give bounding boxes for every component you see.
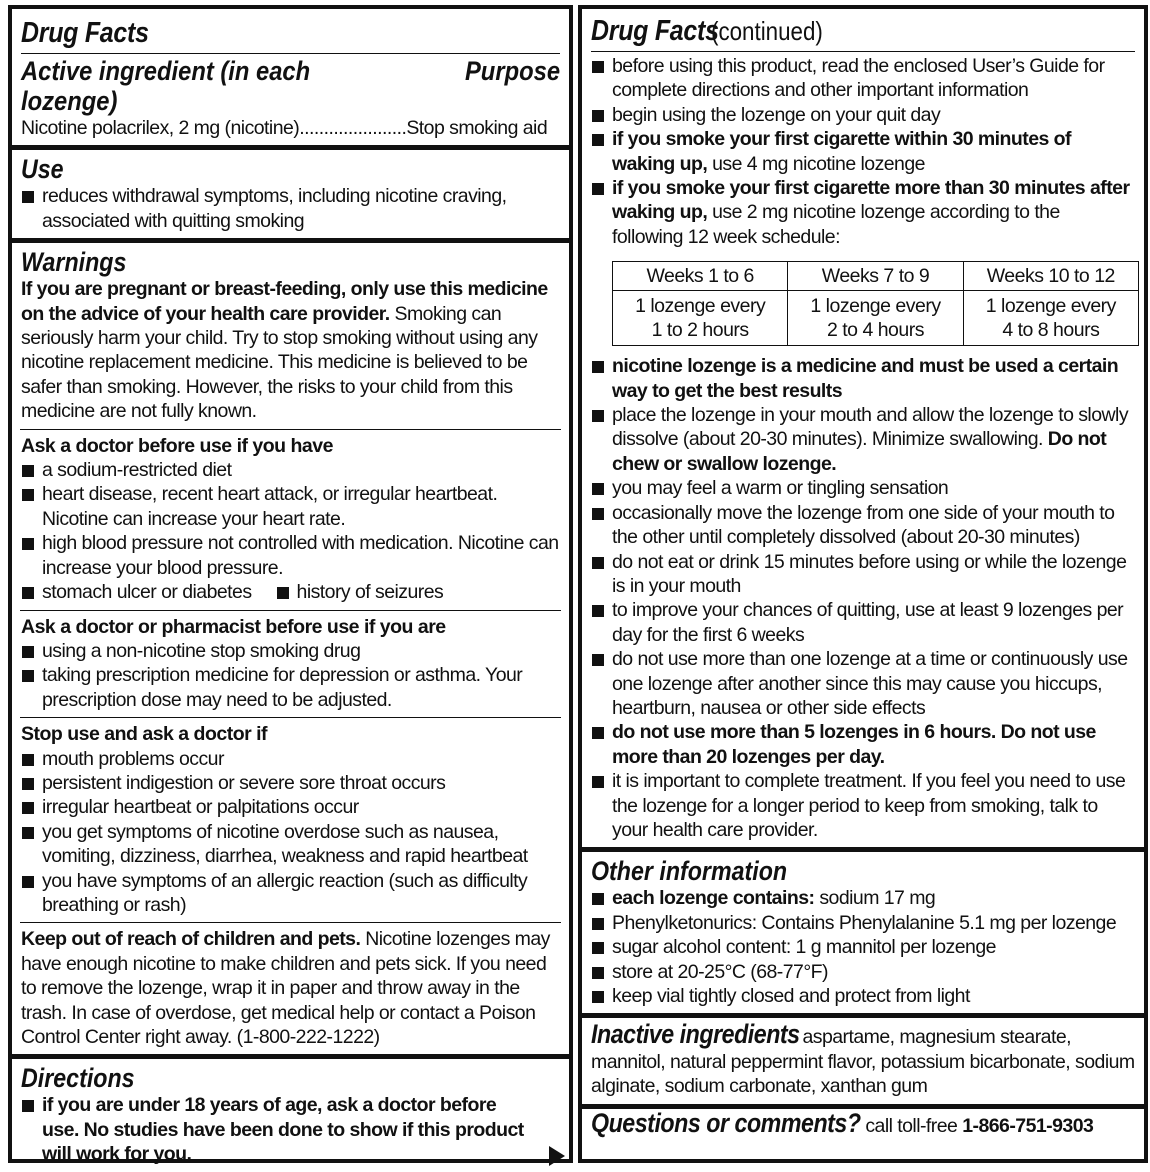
questions-heading: Questions or comments? [591, 1107, 861, 1138]
directions-item: do not eat or drink 15 minutes before using or while the lozenge is in your mouth [591, 550, 1135, 599]
directions-item: if you smoke your first cigarette within 30 minutes of waking up, use 4 mg nicotine lozenge [591, 127, 1135, 176]
directions-item: do not use more than 5 lozenges in 6 hours. Do not use more than 20 lozenges per day. [591, 720, 1135, 769]
stop-use-heading: Stop use and ask a doctor if [21, 723, 268, 746]
dosing-schedule-table [612, 261, 1139, 346]
drug-facts-panel-left [8, 5, 573, 1166]
table-header-cell: Weeks 7 to 9 [788, 262, 963, 291]
inactive-ingredients-text: aspartame, magnesium stearate, mannitol, natural peppermint flavor, potassium bicarbonate, sodium alginate, sodium carbonate, xanthan gum [591, 1026, 1135, 1098]
active-ingredient-heading: Active ingredient (in each lozenge) [21, 56, 311, 116]
directions-item: if you smoke your first cigarette more than 30 minutes after waking up, use 2 mg nicotine lozenge according to the following 12 week schedule: [591, 176, 1135, 249]
active-ingredient-line: Nicotine polacrilex, 2 mg (nicotine)......................Stop smoking aid [21, 117, 548, 139]
directions-item: you may feel a warm or tingling sensation [591, 476, 1135, 500]
directions-item: before using this product, read the enclosed User’s Guide for complete directions and other important information [591, 54, 1135, 103]
ask-doctor-item: a sodium-restricted diet [21, 458, 560, 482]
directions-item: occasionally move the lozenge from one side of your mouth to the other until completely dissolved (about 20-30 minutes) [591, 501, 1135, 550]
ask-doctor-inline-items [21, 580, 560, 604]
warnings-heading: Warnings [21, 247, 127, 278]
pregnancy-warning-text: Smoking can seriously harm your child. Try to stop smoking without using any nicotine replacement medicine. This medicine is believed to be safer than smoking. However, the risks to your child from this medicine are not fully known. [21, 302, 538, 423]
questions-line [591, 1107, 1135, 1138]
stop-use-item: mouth problems occur [21, 747, 560, 771]
stop-use-item: you have symptoms of an allergic reaction (such as difficulty breathing or rash) [21, 869, 560, 918]
phone-number: 1-866-751-9303 [962, 1114, 1094, 1137]
drug-facts-panel-right [578, 5, 1148, 1163]
active-ingredient-section [12, 9, 569, 150]
table-cell: 1 lozenge every 2 to 4 hours [788, 291, 963, 346]
other-information-section [582, 852, 1144, 1018]
section-divider [20, 717, 561, 718]
keep-out-of-reach [21, 927, 560, 1049]
questions-text: call toll-free [860, 1114, 963, 1137]
directions-item: begin using the lozenge on your quit day [591, 103, 1135, 127]
continued-title-main: Drug Facts [591, 15, 719, 47]
ask-pharmacist-item: using a non-nicotine stop smoking drug [21, 639, 560, 663]
directions-item: if you are under 18 years of age, ask a doctor before use. No studies have been done to show if this product will work for you. [21, 1093, 560, 1166]
active-ingredient-header [21, 56, 560, 116]
other-info-item: Phenylketonurics: Contains Phenylalanine 5.1 mg per lozenge [591, 911, 1135, 935]
keep-out-bold: Keep out of reach of children and pets. [21, 928, 361, 951]
questions-section [582, 1109, 1144, 1159]
keep-out-text: Nicotine lozenges may have enough nicotine to make children and pets sick. If you need to remove the lozenge, wrap it in paper and throw away in the trash. In case of overdose, get medical help or contact a Poison Control Center right away. (1-800-222-1222) [21, 928, 550, 1048]
inactive-ingredients [591, 1019, 1135, 1098]
table-header-cell: Weeks 1 to 6 [613, 262, 788, 291]
ask-doctor-item: history of seizures [276, 580, 444, 604]
pregnancy-warning [21, 277, 560, 423]
inactive-ingredients-heading: Inactive ingredients [591, 1019, 800, 1050]
directions-heading: Directions [21, 1063, 135, 1094]
continued-title-suffix: (continued) [711, 16, 824, 46]
stop-use-item: irregular heartbeat or palpitations occur [21, 795, 560, 819]
ask-doctor-heading: Ask a doctor before use if you have [21, 434, 333, 457]
directions-item: place the lozenge in your mouth and allow the lozenge to slowly dissolve (about 20-30 minutes). Minimize swallowing. Do not chew or swallow lozenge. [591, 403, 1135, 476]
section-divider [20, 610, 561, 611]
ask-doctor-item: stomach ulcer or diabetes [21, 580, 252, 604]
other-information-heading: Other information [591, 856, 788, 887]
title-divider [591, 51, 1135, 52]
table-cell: 1 lozenge every 1 to 2 hours [613, 291, 788, 346]
use-item: reduces withdrawal symptoms, including nicotine craving, associated with quitting smoking [21, 184, 560, 233]
other-info-item: store at 20-25°C (68-77°F) [591, 960, 1135, 984]
warnings-section [12, 243, 569, 1059]
ask-pharmacist-item: taking prescription medicine for depression or asthma. Your prescription dose may need to be adjusted. [21, 663, 560, 712]
section-divider [20, 429, 561, 430]
directions-item: nicotine lozenge is a medicine and must be used a certain way to get the best results [591, 354, 1135, 403]
other-info-item: each lozenge contains: sodium 17 mg [591, 886, 1135, 910]
pregnancy-warning-bold: If you are pregnant or breast-feeding, only use this medicine on the advice of your health care provider. [21, 278, 548, 325]
other-info-item: sugar alcohol content: 1 g mannitol per lozenge [591, 935, 1135, 959]
table-row [613, 291, 1139, 346]
directions-item: to improve your chances of quitting, use at least 9 lozenges per day for the first 6 weeks [591, 598, 1135, 647]
directions-section [12, 1059, 569, 1171]
ask-doctor-item: heart disease, recent heart attack, or irregular heartbeat. Nicotine can increase your heart rate. [21, 482, 560, 531]
use-section [12, 150, 569, 243]
table-header-row [613, 262, 1139, 291]
page-title: Drug Facts [21, 17, 149, 49]
directions-item: it is important to complete treatment. If you feel you need to use the lozenge for a longer period to keep from smoking, talk to your health care provider. [591, 769, 1135, 842]
other-info-item: keep vial tightly closed and protect from light [591, 984, 1135, 1008]
stop-use-item: persistent indigestion or severe sore throat occurs [21, 771, 560, 795]
purpose-heading: Purpose [464, 56, 560, 86]
use-heading: Use [21, 154, 64, 185]
section-divider [20, 922, 561, 923]
table-cell: 1 lozenge every 4 to 8 hours [963, 291, 1138, 346]
ask-pharmacist-heading: Ask a doctor or pharmacist before use if you are [21, 615, 446, 638]
title-divider [21, 53, 560, 54]
ask-doctor-item: high blood pressure not controlled with medication. Nicotine can increase your blood pressure. [21, 531, 560, 580]
continued-title [591, 15, 1135, 47]
stop-use-item: you get symptoms of nicotine overdose such as nausea, vomiting, dizziness, diarrhea, weakness and rapid heartbeat [21, 820, 560, 869]
directions-continued-section [582, 9, 1144, 852]
table-header-cell: Weeks 10 to 12 [963, 262, 1138, 291]
directions-item: do not use more than one lozenge at a time or continuously use one lozenge after another since this may cause you hiccups, heartburn, nausea or other side effects [591, 647, 1135, 720]
inactive-ingredients-section [582, 1018, 1144, 1108]
triangle-right-icon [549, 1146, 565, 1166]
